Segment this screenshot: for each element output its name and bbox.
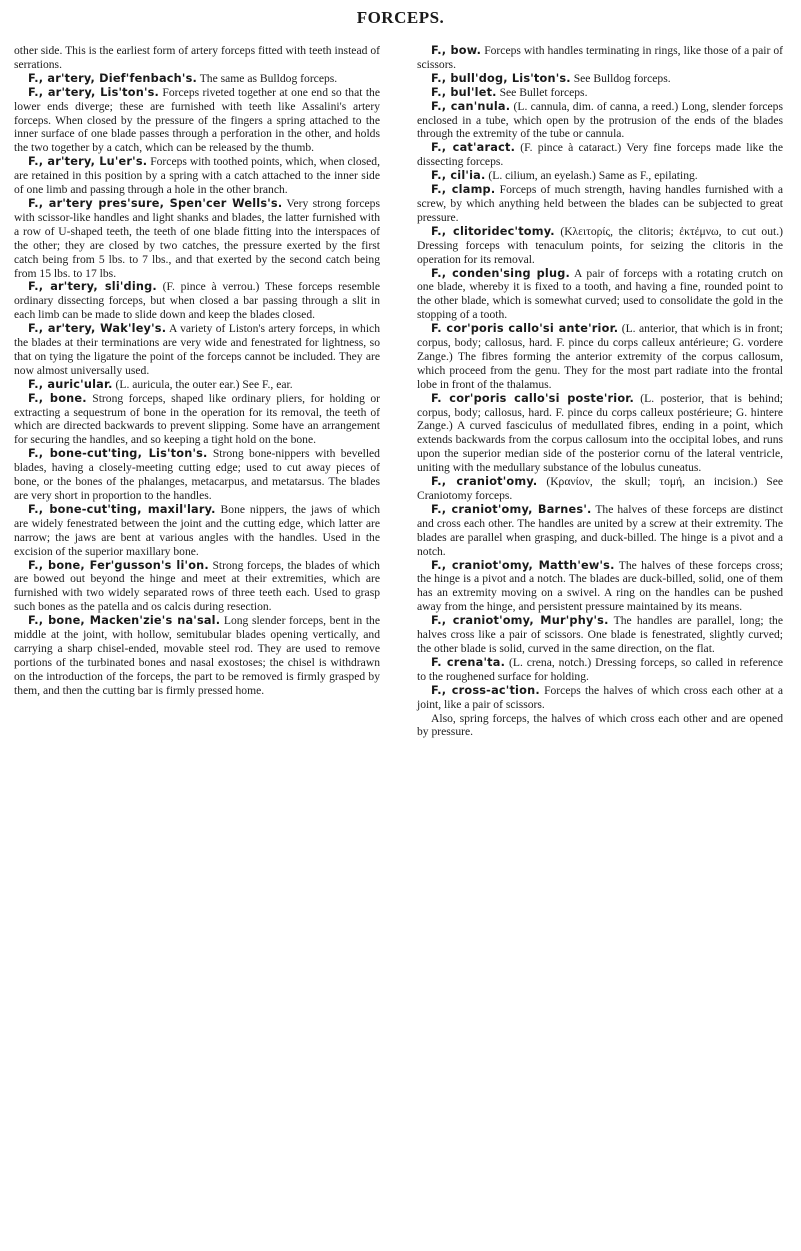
entry-headword: F., bull'dog, Lis'ton's. <box>431 71 571 85</box>
entry-headword: F., clamp. <box>431 183 496 197</box>
dictionary-entry <box>14 86 380 156</box>
entry-definition: (Κρανίον, the skull; τομή, an incision.) See Craniotomy forceps. <box>417 475 783 502</box>
entry-definition: Also, spring forceps, the halves of which cross each other and are opened by pressure. <box>417 711 783 739</box>
dictionary-entry <box>417 559 783 615</box>
entry-headword: F., bone-cut'ting, Lis'ton's. <box>28 447 208 461</box>
right-column <box>417 44 783 739</box>
entry-definition: Very strong forceps with scissor-like handles and light shanks and blades, the latter furnished with a row of U-shaped teeth, the teeth of one blade fitting into the interspaces of the other; they are closed by two catches, the pressure exerted by the first catch being from 5 lbs. to 7 lbs., and that exerted by the second catch being from 15 lbs. to 17 lbs. <box>14 196 380 280</box>
entry-definition: Forceps of much strength, having handles furnished with a screw, by which anything held between the blades can be subjected to great pressure. <box>417 183 783 224</box>
entry-definition: The same as Bulldog forceps. <box>199 71 338 85</box>
entry-definition: (Κλειτορίς, the clitoris; ἐκτέμνω, to cut out.) Dressing forceps with tenaculum points, for seizing the clitoris in the operation for its removal. <box>417 224 783 266</box>
dictionary-entry <box>14 155 380 197</box>
dictionary-entry <box>417 72 783 86</box>
entry-definition: (L. posterior, that is behind; corpus, body; callosus, hard. F. pince du corps calleux postérieure; G. hintere Zange.) A curved fasciculus of medullated fibres, ending in a point, which extends backwards from the corpus callosum into the occipital lobes, and runs upon the superior median side of the posterior cornu of the lateral ventricle, uniting with the medullary substance of the lobulus cuneatus. <box>417 391 783 475</box>
entry-headword: F. cor'poris callo'si poste'rior. <box>431 391 634 405</box>
entry-definition: Forceps the halves of which cross each other at a joint, like a pair of scissors. <box>417 683 784 711</box>
dictionary-entry <box>417 503 783 559</box>
entry-headword: F., ar'tery, Lis'ton's. <box>28 85 160 99</box>
entry-definition: Bone nippers, the jaws of which are widely fenestrated between the joint and the cutting edge, which latter are narrow; the jaws are bent at various angles with the handles. Used in the excision of the superior maxillary bone. <box>14 502 380 558</box>
entry-definition: (L. cannula, dim. of canna, a reed.) Long, slender forceps enclosed in a tube, which open by the protrusion of the ends of the blades through the extremity of the tube or cannula. <box>417 99 783 141</box>
entry-definition: (F. pince à cataract.) Very fine forceps made like the dissecting forceps. <box>417 141 783 169</box>
dictionary-entry <box>14 197 380 280</box>
entry-headword: F., ar'tery, Lu'er's. <box>28 155 148 169</box>
entry-headword: F., craniot'omy, Matth'ew's. <box>431 558 615 572</box>
page-title: FORCEPS. <box>356 8 445 27</box>
dictionary-entry <box>14 280 380 322</box>
dictionary-entry <box>417 684 783 712</box>
dictionary-entry <box>417 44 783 72</box>
entry-definition: (L. crena, notch.) Dressing forceps, so called in reference to the roughened surface for holding. <box>417 655 783 683</box>
entry-headword: F., clitoridec'tomy. <box>431 224 555 238</box>
entry-definition: Strong forceps, shaped like ordinary pliers, for holding or extracting a sequestrum of bone in the operation for its removal, the teeth of which are directed backwards to prevent slipping. Some have an arrangement for securing the handles, and so keeping a tight hold on the bone. <box>14 391 380 447</box>
dictionary-entry <box>14 447 380 503</box>
entry-definition: Long slender forceps, bent in the middle at the joint, with hollow, semitubular blades opening vertically, and carrying a sharp chisel-ended, movable steel rod. They are used to remove portions of the turbinated bones and nasal exostoses; the chisel is withdrawn on the introduction of the forceps, the part to be removed is firmly grasped by them, and then the cutting bar is firmly pressed home. <box>14 614 380 697</box>
entry-headword: F., craniot'omy, Mur'phy's. <box>431 614 609 628</box>
entry-headword: F., bone-cut'ting, maxil'lary. <box>28 502 216 516</box>
dictionary-entry <box>14 44 380 72</box>
entry-headword: F., ar'tery pres'sure, Spen'cer Wells's. <box>28 196 283 210</box>
entry-headword: F., craniot'omy. <box>431 475 538 489</box>
entry-definition: (L. auricula, the outer ear.) See F., ear. <box>115 377 293 391</box>
dictionary-entry <box>417 614 783 656</box>
entry-headword: F., cat'aract. <box>431 141 516 155</box>
entry-headword: F., bul'let. <box>431 85 497 99</box>
entry-definition: (L. anterior, that which is in front; corpus, body; callosus, hard. F. pince du corps calleux antérieure; G. vordere Zange.) The fibres forming the anterior extremity of the corpus callosum, which proceed from the genu. They for the most part radiate into the frontal lobe in front of the thalamus. <box>417 322 783 391</box>
dictionary-entry <box>14 72 380 86</box>
dictionary-entry <box>14 322 380 378</box>
entry-definition: The halves of these forceps are distinct and cross each other. The handles are united by a screw at their extremity. The blades are parallel when grasping, and duck-billed. The hinge is a pivot and a notch. <box>417 502 783 558</box>
dictionary-entry <box>417 183 783 225</box>
entry-definition: Strong bone-nippers with bevelled blades, having a closely-meeting cutting edge; used to cut away pieces of bone, or the bones of the phalanges, metacarpus, and metatarsus. The blades are very short in proportion to the handles. <box>14 447 380 502</box>
dictionary-entry <box>14 378 380 392</box>
left-column <box>14 44 380 698</box>
entry-headword: F., bone, Fer'gusson's li'on. <box>28 558 209 572</box>
entry-headword: F., ar'tery, sli'ding. <box>28 280 157 294</box>
entry-definition: See Bulldog forceps. <box>573 71 671 85</box>
entry-headword: F., auric'ular. <box>28 377 113 391</box>
entry-definition: Forceps riveted together at one end so that the lower ends diverge; these are furnished with teeth like Assalini's artery forceps. When closed by the pressure of the fingers a spring attached to the inner surface of one blade passes through a perforation in the other, and holds the two together by a catch, which can be released by the thumb. <box>14 85 380 155</box>
entry-headword: F. cor'poris callo'si ante'rior. <box>431 322 619 336</box>
entry-definition: Forceps with toothed points, which, when closed, are retained in this position by a spring with a catch attached to the inner side of one limb and passing through a hole in the other branch. <box>14 155 380 197</box>
entry-headword: F., cil'ia. <box>431 169 486 183</box>
entry-definition: See Bullet forceps. <box>499 85 588 99</box>
dictionary-entry <box>417 86 783 100</box>
dictionary-entry <box>417 475 783 503</box>
entry-definition: The halves of these forceps cross; the hinge is a pivot and a notch. The blades are duck-billed, solid, one of them has an extremity moving on a swivel. A ring on the handles can be pushed away from the hinge, and persistent pressure maintained by its means. <box>417 558 783 614</box>
entry-headword: F. crena'ta. <box>431 655 506 669</box>
entry-definition: (F. pince à verrou.) These forceps resemble ordinary dissecting forceps, but when closed a bar passing through a slit in each limb can be made to slide down and keep the blades closed. <box>14 280 380 322</box>
entry-headword: F., ar'tery, Dief'fenbach's. <box>28 71 197 85</box>
dictionary-entry <box>417 392 783 475</box>
entry-definition: (L. cilium, an eyelash.) Same as F., epilating. <box>488 169 698 183</box>
dictionary-entry <box>417 322 783 392</box>
dictionary-entry <box>14 614 380 697</box>
entry-definition: Forceps with handles terminating in rings, like those of a pair of scissors. <box>417 44 784 71</box>
dictionary-entry <box>14 392 380 448</box>
dictionary-entry <box>417 141 783 169</box>
entry-definition: A pair of forceps with a rotating crutch on one blade, whereby it is fixed to a tooth, and having a fine, rounded point to the other blade, which is somewhat curved; used to consolidate the gold in the stopping of a tooth. <box>417 266 783 322</box>
entry-headword: F., cross-ac'tion. <box>431 683 540 697</box>
entry-definition: other side. This is the earliest form of artery forceps fitted with teeth instead of serrations. <box>14 44 380 71</box>
entry-headword: F., bone. <box>28 391 87 405</box>
dictionary-entry <box>417 656 783 684</box>
entry-definition: The handles are parallel, long; the halves cross like a pair of scissors. One blade is fenestrated, slightly curved; the other blade is solid, curved in the same direction, on the flat. <box>417 614 783 655</box>
dictionary-entry <box>417 100 783 142</box>
entry-headword: F., ar'tery, Wak'ley's. <box>28 322 167 336</box>
entry-headword: F., craniot'omy, Barnes'. <box>431 502 592 516</box>
dictionary-entry <box>417 712 783 740</box>
entry-headword: F., conden'sing plug. <box>431 266 571 280</box>
dictionary-entry <box>417 225 783 267</box>
entry-headword: F., can'nula. <box>431 99 511 113</box>
dictionary-entry <box>14 559 380 615</box>
entry-definition: Strong forceps, the blades of which are bowed out beyond the hinge and meet at their extremities, which are furnished with two widely separated rows of three teeth each. Used to grasp such bones as the patella and os calcis during resection. <box>14 558 380 614</box>
entry-headword: F., bow. <box>431 44 482 57</box>
entry-headword: F., bone, Macken'zie's na'sal. <box>28 614 221 628</box>
dictionary-entry <box>417 169 783 183</box>
dictionary-entry <box>417 267 783 323</box>
dictionary-entry <box>14 503 380 559</box>
entry-definition: A variety of Liston's artery forceps, in which the blades at their terminations are very wide and fenestrated for lightness, so that on tying the ligature the point of the forceps cannot be included. They are now almost universally used. <box>14 322 380 377</box>
